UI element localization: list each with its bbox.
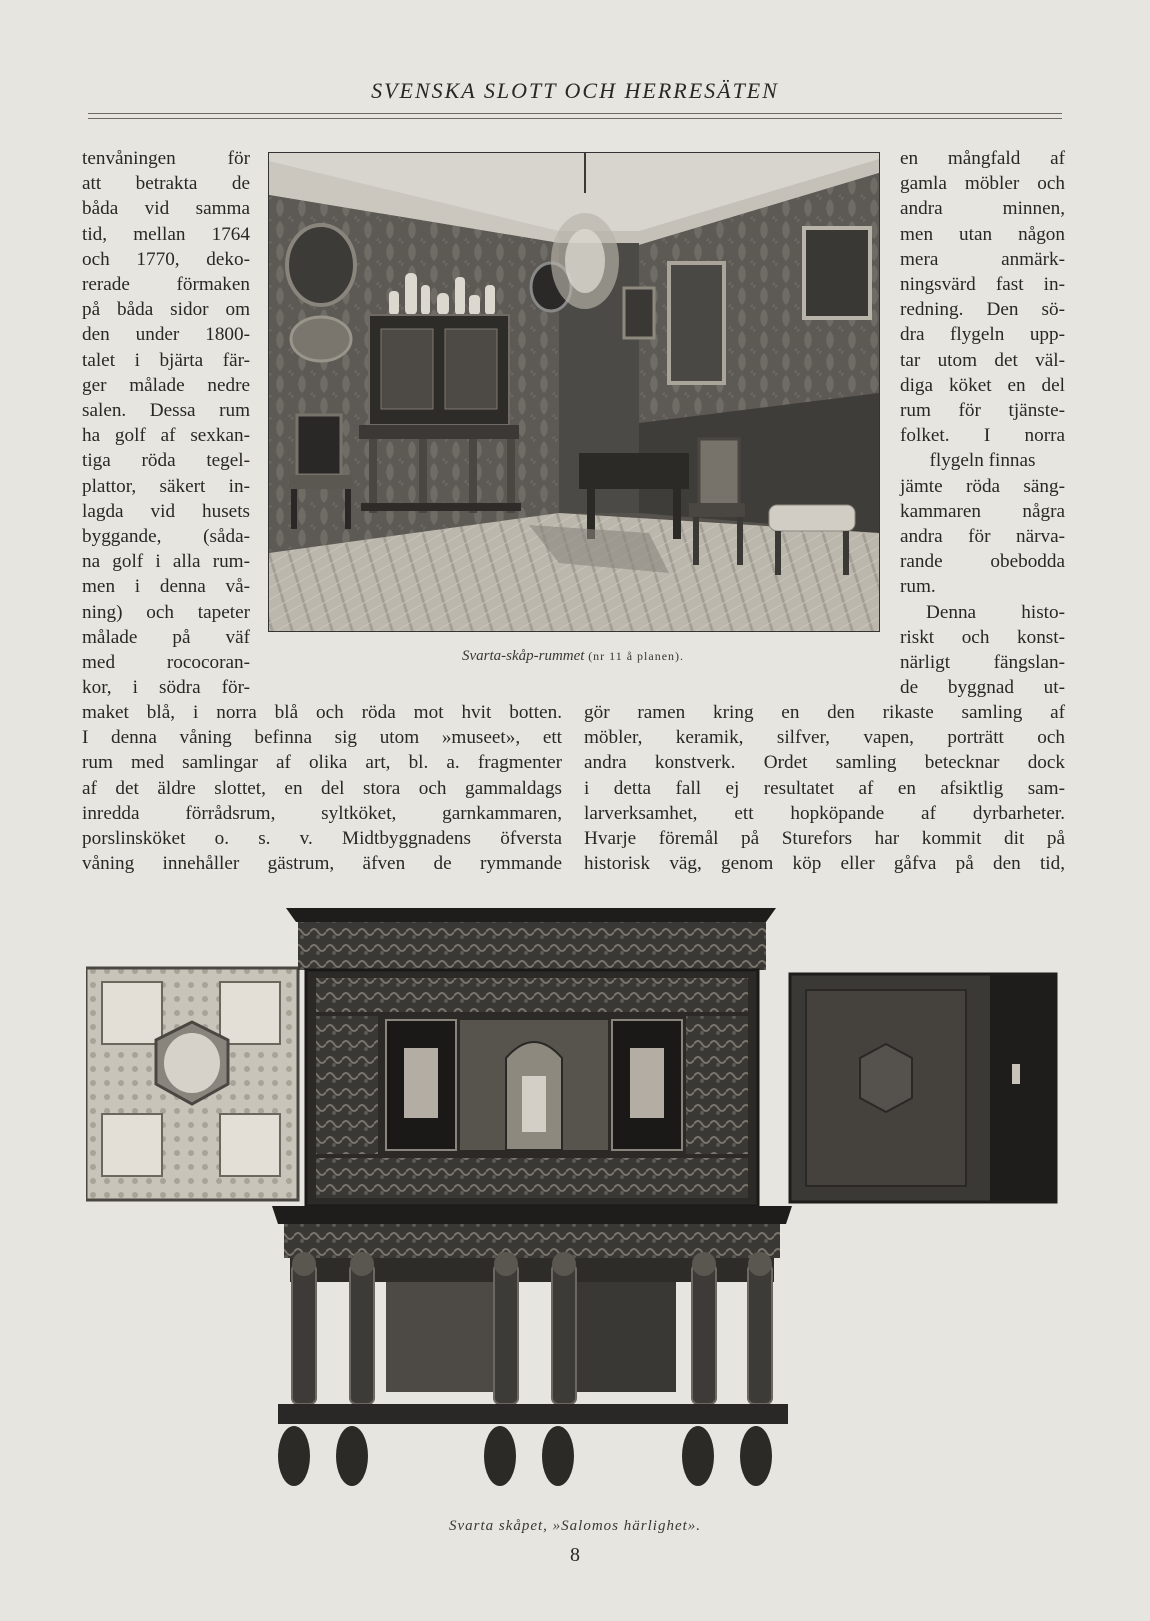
text-line: gör ramen kring en den rikaste samling af: [584, 702, 1065, 723]
text-line: Denna histo-: [926, 601, 1065, 623]
room-photo-caption: [268, 648, 878, 665]
text-line: rum med samlingar af olika art, bl. a. fragmenter: [82, 752, 562, 774]
room-photo-illustration: [269, 153, 879, 631]
room-caption-note: (nr 11 å planen).: [588, 649, 685, 663]
text-line: kor, i södra för-: [82, 677, 250, 699]
text-line: jämte röda säng-: [900, 475, 1065, 497]
text-line: salen. Dessa rum: [82, 400, 250, 422]
text-line: byggande, (såda-: [82, 526, 250, 548]
text-line: den under 1800-: [82, 324, 250, 346]
text-line: ha golf af sexkan-: [82, 425, 250, 447]
text-line: andra konstverk. Ordet samling betecknar dock: [584, 752, 1065, 774]
text-line: rerade förmaken: [82, 274, 250, 296]
text-line: maket blå, i norra blå och röda mot hvit botten.: [82, 702, 562, 723]
text-line: mera anmärk-: [900, 248, 1065, 270]
text-line: rum.: [900, 576, 936, 598]
text-line: talet i bjärta fär-: [82, 349, 250, 371]
text-line: riskt och konst-: [900, 626, 1065, 648]
text-line: i detta fall ej resultatet af en afsiktlig sam-: [584, 777, 1065, 799]
text-line: Hvarje föremål på Sturefors har kommit dit på: [584, 828, 1065, 850]
text-line: rande obebodda: [900, 551, 1065, 573]
text-line: folket. I norra: [900, 425, 1065, 447]
text-line: porslinsköket o. s. v. Midtbyggnadens öfversta: [82, 828, 562, 850]
text-line: lagda vid husets: [82, 500, 250, 522]
text-line: och 1770, deko-: [82, 248, 250, 270]
text-line: gamla möbler och: [900, 173, 1065, 195]
header-rule-bottom: [88, 118, 1062, 119]
text-line: tiga röda tegel-: [82, 450, 250, 472]
text-line: kammaren några: [900, 500, 1065, 522]
text-line: målade på väf: [82, 626, 250, 648]
right-narrow-column: [900, 146, 1065, 700]
text-line: tar utom det väl-: [900, 349, 1065, 371]
text-line: närligt fängslan-: [900, 652, 1065, 674]
text-line: andra för närva-: [900, 526, 1065, 548]
text-line: dra flygeln upp-: [900, 324, 1065, 346]
text-line: en mångfald af: [900, 148, 1065, 169]
room-caption-title: Svarta-skåp-rummet: [461, 648, 585, 664]
text-line: inredda förrådsrum, syltköket, garnkammaren,: [82, 802, 562, 824]
text-line: af det äldre slottet, en del stora och gammaldags: [82, 777, 562, 799]
text-line: tenvåningen för: [82, 148, 250, 169]
header-rule-top: [88, 113, 1062, 114]
running-title: SVENSKA SLOTT OCH HERRESÄTEN: [371, 78, 779, 103]
text-line: andra minnen,: [900, 198, 1065, 220]
text-line: ningsvärd fast in-: [900, 274, 1065, 296]
text-line: rum för tjänste-: [900, 400, 1065, 422]
text-line: att betrakta de: [82, 173, 250, 195]
right-wide-column: [584, 700, 1065, 876]
text-line: larverksamhet, ett hopköpande af dyrbarheter.: [584, 802, 1065, 824]
text-line: de byggnad ut-: [900, 677, 1065, 699]
text-line: flygeln finnas: [929, 450, 1036, 472]
text-line: ger målade nedre: [82, 374, 250, 396]
text-line: diga köket en del: [900, 374, 1065, 396]
text-line: men i denna vå-: [82, 576, 250, 598]
page-number: 8: [570, 1544, 580, 1566]
text-line: på båda sidor om: [82, 299, 250, 321]
text-line: båda vid samma: [82, 198, 250, 220]
text-line: tid, mellan 1764: [82, 223, 250, 245]
text-line: med rococoran-: [82, 652, 250, 674]
text-line: na golf i alla rum-: [82, 551, 250, 573]
text-line: men utan någon: [900, 223, 1065, 245]
left-narrow-column: [82, 146, 250, 700]
text-line: I denna våning befinna sig utom »museet», ett: [82, 727, 562, 749]
text-line: historisk väg, genom köp eller gåfva på den tid,: [584, 853, 1065, 875]
text-line: möbler, keramik, silfver, vapen, porträtt och: [584, 727, 1065, 749]
text-line: plattor, säkert in-: [82, 475, 250, 497]
cabinet-photograph: [86, 908, 1058, 1500]
cabinet-illustration: [86, 908, 1058, 1500]
room-photograph: [268, 152, 880, 632]
left-wide-column: [82, 700, 562, 876]
cabinet-caption: Svarta skåpet, »Salomos härlighet».: [448, 1518, 702, 1534]
text-line: våning innehåller gästrum, äfven de rymmande: [82, 853, 562, 875]
text-line: ning) och tapeter: [82, 601, 250, 623]
text-line: redning. Den sö-: [900, 299, 1065, 321]
